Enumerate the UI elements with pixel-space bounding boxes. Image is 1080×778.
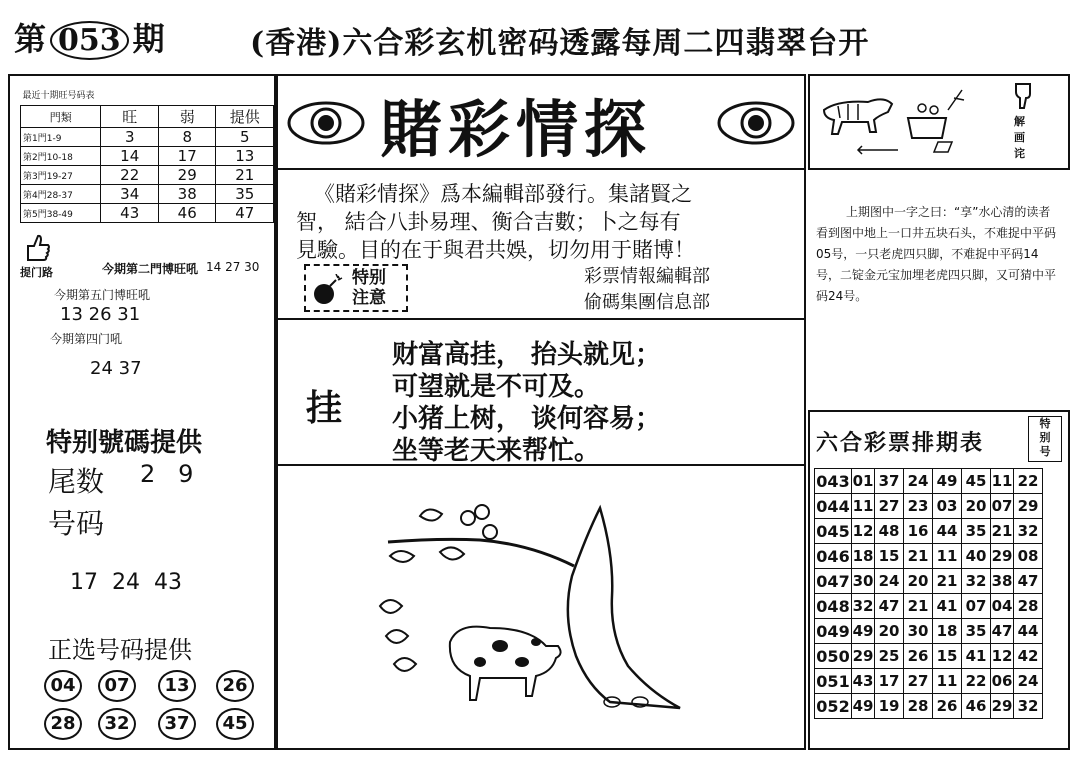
special-cell: 44 <box>1014 619 1043 644</box>
issue-cell: 051 <box>815 669 852 694</box>
poem-line: 小猪上树， 谈何容易； <box>392 404 662 434</box>
table-row <box>815 569 1043 594</box>
special-cell: 22 <box>1014 469 1043 494</box>
num-cell: 48 <box>875 519 904 544</box>
num-cell: 22 <box>962 669 991 694</box>
offer-cell: 35 <box>216 185 274 204</box>
table-row <box>815 694 1043 719</box>
num-cell: 49 <box>933 469 962 494</box>
tail-values: 2 9 <box>140 460 194 488</box>
num-cell: 47 <box>875 594 904 619</box>
num-cell: 49 <box>852 619 875 644</box>
issue-number: 053 <box>50 21 129 60</box>
pick-number: 04 <box>44 670 82 702</box>
hint-line2-nums: 13 26 31 <box>60 304 141 325</box>
num-cell: 37 <box>875 469 904 494</box>
thumbs-up-icon <box>22 232 52 264</box>
eye-icon <box>716 98 796 148</box>
issue-cell: 048 <box>815 594 852 619</box>
riddle-answer-panel <box>808 168 1070 412</box>
offer-cell: 5 <box>216 128 274 147</box>
schedule-table <box>814 468 1043 719</box>
num-cell: 07 <box>962 594 991 619</box>
poem-line: 坐等老天来帮忙。 <box>392 436 601 466</box>
num-cell: 18 <box>933 619 962 644</box>
hint-line2-label: 今期第五门博旺吼 <box>54 288 151 302</box>
issue-cell: 043 <box>815 469 852 494</box>
num-cell: 27 <box>875 494 904 519</box>
left-panel <box>8 74 276 750</box>
pick-number: 45 <box>216 708 254 740</box>
page-title: (香港)六合彩玄机密码透露每周二四翡翠台开 <box>250 26 870 61</box>
num-cell: 19 <box>875 694 904 719</box>
issue-cell: 050 <box>815 644 852 669</box>
intro-line: 《賭彩情探》爲本編輯部發行。集諸賢之 <box>314 182 692 206</box>
table-row <box>815 619 1043 644</box>
num-cell: 07 <box>991 494 1014 519</box>
weak-cell: 46 <box>158 204 216 223</box>
hot-cell: 34 <box>101 185 159 204</box>
num-cell: 03 <box>933 494 962 519</box>
special-cell: 42 <box>1014 644 1043 669</box>
num-cell: 17 <box>875 669 904 694</box>
num-cell: 25 <box>875 644 904 669</box>
num-cell: 29 <box>991 694 1014 719</box>
intro-line: 智， 結合八卦易理、衡合吉數；卜之每有 <box>296 210 681 234</box>
hot-cell: 22 <box>101 166 159 185</box>
special-cell: 29 <box>1014 494 1043 519</box>
tail-label: 尾数 <box>48 465 105 498</box>
number-label: 号码 <box>48 507 105 540</box>
num-cell: 47 <box>991 619 1014 644</box>
num-cell: 21 <box>904 544 933 569</box>
num-cell: 35 <box>962 619 991 644</box>
riddle-text: 上期图中一字之曰：“享”水心清的读者看到图中地上一口井五块石头，不难捉中平码05号，一只老虎四只脚，不难捉中平码14号，二锭金元宝加埋老虎四只脚，又可猜中平码24号。 <box>816 205 1057 303</box>
schedule-title: 六合彩票排期表 <box>816 431 985 456</box>
num-cell: 26 <box>904 644 933 669</box>
num-cell: 11 <box>933 544 962 569</box>
group-cell: 第5門38-49 <box>21 204 101 223</box>
recent-hot-table <box>20 86 274 223</box>
num-cell: 46 <box>962 694 991 719</box>
num-cell: 41 <box>962 644 991 669</box>
pick-number: 13 <box>158 670 196 702</box>
pig-tree-illustration <box>360 496 700 722</box>
special-cell: 32 <box>1014 519 1043 544</box>
notice-badge <box>304 264 408 312</box>
issue-heading <box>14 14 165 60</box>
issue-suffix: 期 <box>132 20 165 58</box>
num-cell: 29 <box>852 644 875 669</box>
table-row <box>21 147 274 166</box>
num-cell: 20 <box>875 619 904 644</box>
num-cell: 01 <box>852 469 875 494</box>
hint-line3-label: 今期第四门吼 <box>50 332 123 346</box>
num-cell: 20 <box>962 494 991 519</box>
num-cell: 21 <box>933 569 962 594</box>
num-cell: 32 <box>852 594 875 619</box>
offer-cell: 13 <box>216 147 274 166</box>
num-cell: 24 <box>904 469 933 494</box>
col-header: 提供 <box>216 106 274 128</box>
num-cell: 21 <box>991 519 1014 544</box>
special-cell: 32 <box>1014 694 1043 719</box>
poem-key-char: 挂 <box>306 387 343 429</box>
col-header: 門類 <box>21 106 101 128</box>
table-row <box>815 519 1043 544</box>
special-title: 特别號碼提供 <box>46 428 203 458</box>
table-row <box>815 669 1043 694</box>
table-row <box>815 469 1043 494</box>
num-cell: 44 <box>933 519 962 544</box>
num-cell: 15 <box>933 644 962 669</box>
num-cell: 32 <box>962 569 991 594</box>
issue-cell: 045 <box>815 519 852 544</box>
special-cell: 24 <box>1014 669 1043 694</box>
tiger-well-illustration <box>818 80 968 162</box>
table-row <box>21 204 274 223</box>
pick-number: 07 <box>98 670 136 702</box>
num-cell: 21 <box>904 594 933 619</box>
special-cell: 47 <box>1014 569 1043 594</box>
num-cell: 15 <box>875 544 904 569</box>
num-cell: 40 <box>962 544 991 569</box>
intro-line: 見驗。目的在于與君共娛，切勿用于賭博！ <box>296 238 695 262</box>
group-cell: 第3門19-27 <box>21 166 101 185</box>
hot-cell: 14 <box>101 147 159 166</box>
num-cell: 30 <box>852 569 875 594</box>
weak-cell: 29 <box>158 166 216 185</box>
num-cell: 18 <box>852 544 875 569</box>
table-row <box>815 644 1043 669</box>
issue-cell: 046 <box>815 544 852 569</box>
issue-cell: 044 <box>815 494 852 519</box>
num-cell: 16 <box>904 519 933 544</box>
table-row <box>21 166 274 185</box>
special-cell: 28 <box>1014 594 1043 619</box>
num-cell: 43 <box>852 669 875 694</box>
eye-icon <box>286 98 366 148</box>
poem-line: 财富高挂， 抬头就见； <box>392 340 662 370</box>
issue-cell: 052 <box>815 694 852 719</box>
hot-cell: 3 <box>101 128 159 147</box>
hot-cell: 43 <box>101 204 159 223</box>
num-cell: 49 <box>852 694 875 719</box>
table-row <box>815 544 1043 569</box>
schedule-panel <box>808 410 1070 750</box>
group-cell: 第4門28-37 <box>21 185 101 204</box>
pick-title: 正选号码提供 <box>48 636 192 664</box>
special-number-label: 特 别 号 <box>1028 416 1062 462</box>
num-cell: 23 <box>904 494 933 519</box>
num-cell: 06 <box>991 669 1014 694</box>
num-cell: 11 <box>933 669 962 694</box>
pick-number: 32 <box>98 708 136 740</box>
offer-cell: 21 <box>216 166 274 185</box>
group-cell: 第2門10-18 <box>21 147 101 166</box>
notice-text: 特别 注意 <box>352 268 386 308</box>
pick-number: 28 <box>44 708 82 740</box>
num-cell: 04 <box>991 594 1014 619</box>
hint-line1-nums: 14 27 30 <box>206 260 260 274</box>
offer-cell: 47 <box>216 204 274 223</box>
bomb-icon <box>310 274 344 306</box>
special-numbers: 17 24 43 <box>70 570 182 595</box>
num-cell: 41 <box>933 594 962 619</box>
org-name: 偷碼集團信息部 <box>584 292 710 313</box>
issue-cell: 047 <box>815 569 852 594</box>
pointing-hand-icon <box>1012 80 1036 110</box>
logo-title: 賭彩情探 <box>380 93 653 166</box>
hint-label: 提门路 <box>20 266 53 279</box>
poem-line: 可望就是不可及。 <box>392 372 601 402</box>
col-header: 旺 <box>101 106 159 128</box>
num-cell: 27 <box>904 669 933 694</box>
num-cell: 38 <box>991 569 1014 594</box>
num-cell: 29 <box>991 544 1014 569</box>
weak-cell: 17 <box>158 147 216 166</box>
special-cell: 08 <box>1014 544 1043 569</box>
num-cell: 11 <box>991 469 1014 494</box>
table-row <box>21 185 274 204</box>
org-name: 彩票情報編輯部 <box>584 266 710 287</box>
hint-line3-nums: 24 37 <box>90 358 142 379</box>
num-cell: 12 <box>991 644 1014 669</box>
recent-table-caption: 最近十期旺号码表 <box>22 91 95 101</box>
pick-number: 37 <box>158 708 196 740</box>
num-cell: 11 <box>852 494 875 519</box>
table-row <box>21 128 274 147</box>
num-cell: 35 <box>962 519 991 544</box>
hint-line1-label: 今期第二門博旺吼 <box>102 262 199 276</box>
num-cell: 28 <box>904 694 933 719</box>
col-header: 弱 <box>158 106 216 128</box>
num-cell: 24 <box>875 569 904 594</box>
pick-number: 26 <box>216 670 254 702</box>
riddle-side-label: 解 画 诧 <box>1014 115 1025 160</box>
num-cell: 30 <box>904 619 933 644</box>
num-cell: 20 <box>904 569 933 594</box>
weak-cell: 8 <box>158 128 216 147</box>
table-row <box>815 594 1043 619</box>
group-cell: 第1門1-9 <box>21 128 101 147</box>
num-cell: 26 <box>933 694 962 719</box>
issue-prefix: 第 <box>14 20 47 58</box>
table-row <box>815 494 1043 519</box>
weak-cell: 38 <box>158 185 216 204</box>
num-cell: 12 <box>852 519 875 544</box>
issue-cell: 049 <box>815 619 852 644</box>
num-cell: 45 <box>962 469 991 494</box>
